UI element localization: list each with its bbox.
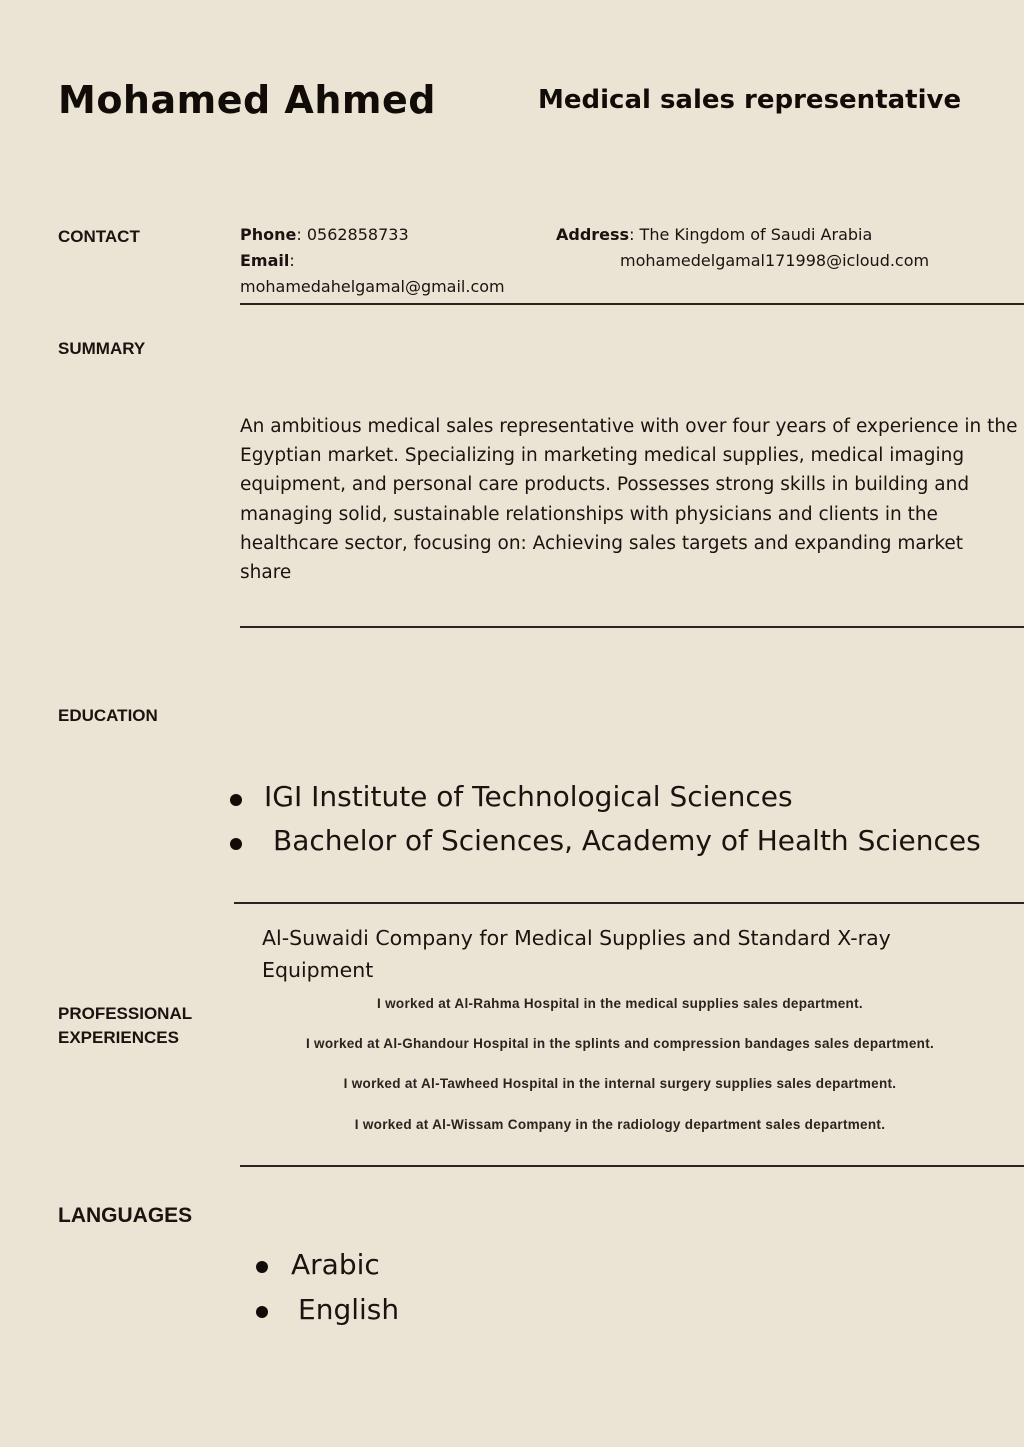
language-text: English [298,1293,400,1326]
divider [240,303,1024,305]
phone-value: : 0562858733 [296,225,409,244]
summary-text: An ambitious medical sales representative with over four years of experience in the Egyptian market. Specializing in marketing medical supplies, medical imaging equipment, and personal care products. Possesses strong skills in building and managing solid, sustainable relationships with physicians and clients in the healthcare sector, focusing on: Achieving sales targets and expanding market share [240,416,1018,584]
bullet-icon [256,1261,268,1273]
summary-heading: SUMMARY [58,339,146,358]
address [556,225,872,244]
email-gmail[interactable]: mohamedahelgamal@gmail.com [240,277,505,296]
bullet-icon [256,1306,268,1318]
divider [240,626,1024,628]
education-item-text: IGI Institute of Technological Sciences [264,780,793,813]
job-title: Medical sales representative [538,85,962,115]
phone [240,225,409,244]
education-item-text: Bachelor of Sciences, Academy of Health Sciences [273,824,981,857]
divider [240,1165,1024,1167]
candidate-name: Mohamed Ahmed [58,78,436,122]
experience-heading [58,1002,192,1050]
bullet-icon [230,794,242,806]
languages-heading: LANGUAGES [58,1204,193,1227]
experience-item: I worked at Al-Ghandour Hospital in the splints and compression bandages sales department. [305,1036,935,1051]
email [240,251,295,270]
bullet-icon [230,838,242,850]
address-label: Address [556,225,630,244]
phone-label: Phone [240,225,297,244]
experience-item: I worked at Al-Rahma Hospital in the medical supplies sales department. [377,996,863,1011]
email-separator: : [289,251,295,270]
company-name: Al-Suwaidi Company for Medical Supplies and Standard X-ray Equipment [262,926,891,982]
email-icloud[interactable]: mohamedelgamal171998@icloud.com [620,251,930,270]
language-text: Arabic [291,1248,380,1281]
divider [234,902,1024,904]
education-heading: EDUCATION [58,706,158,725]
experience-item: I worked at Al-Tawheed Hospital in the internal surgery supplies sales department. [343,1076,897,1091]
experience-heading-line: EXPERIENCES [58,1028,179,1047]
email-label: Email [240,251,290,270]
experience-heading-line: PROFESSIONAL [58,1004,193,1023]
address-value: : The Kingdom of Saudi Arabia [629,225,873,244]
experience-item: I worked at Al-Wissam Company in the radiology department sales department. [354,1117,886,1132]
contact-heading: CONTACT [58,227,140,246]
